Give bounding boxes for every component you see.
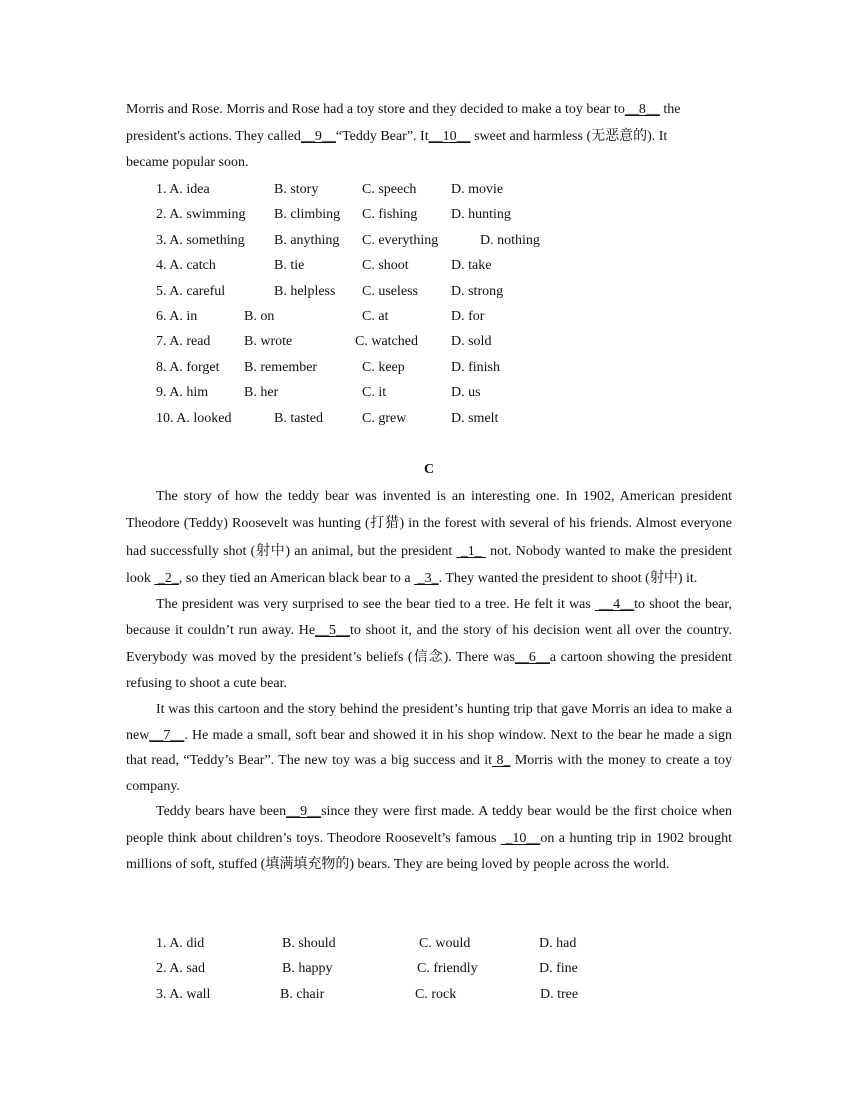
question-row [156, 253, 736, 278]
question-row [156, 202, 736, 227]
option-d: D. sold [451, 334, 492, 350]
passage-b-tail [126, 97, 732, 177]
blank: __4__ [594, 597, 635, 613]
passage-line [126, 124, 732, 151]
option-d: D. strong [451, 283, 504, 299]
question-row [156, 406, 736, 431]
option-d: D. smelt [451, 410, 499, 426]
option-b: B. on [244, 308, 275, 324]
option-c: C. useless [362, 283, 418, 299]
blank: __9__ [300, 128, 336, 144]
paragraph-4 [126, 799, 732, 878]
option-c: C. keep [362, 359, 405, 375]
passage-text: a cartoon showing the president refusing to shoot a cute bear. [126, 649, 732, 692]
option-a: 2. A. swimming [156, 207, 246, 223]
question-row [156, 279, 736, 304]
option-c: C. everything [362, 232, 439, 248]
passage-text: sweet and harmless (无恶意的). It [470, 128, 668, 144]
question-list-c [156, 931, 736, 1007]
option-a: 2. A. sad [156, 961, 205, 977]
option-a: 3. A. wall [156, 986, 211, 1002]
option-c: C. rock [415, 986, 457, 1002]
option-a: 4. A. catch [156, 258, 216, 274]
option-b: B. tasted [274, 410, 323, 426]
option-a: 5. A. careful [156, 283, 226, 299]
option-c: C. watched [355, 334, 418, 350]
option-c: C. it [362, 385, 387, 401]
question-row [156, 355, 736, 380]
passage-text: , so they tied an American black bear to a [178, 570, 415, 586]
blank: __10__ [428, 128, 471, 144]
option-d: D. take [451, 258, 492, 274]
option-a: 1. A. idea [156, 182, 210, 197]
option-c: C. fishing [362, 207, 418, 223]
blank: __8__ [624, 102, 660, 117]
passage-line [126, 97, 732, 124]
blank: __9__ [286, 804, 322, 820]
passage-text: to shoot it, and the story of his decision went all over the country. Everybody was moved by the president’s beliefs (信念). There was [126, 623, 732, 665]
question-row [156, 931, 736, 956]
option-c: C. speech [362, 182, 417, 197]
option-a: 7. A. read [156, 334, 211, 350]
section-title: C [423, 462, 435, 477]
option-d: D. fine [539, 961, 578, 977]
question-row [156, 956, 736, 981]
passage-text: “Teddy Bear”. It [335, 128, 429, 144]
blank: __7__ [149, 727, 185, 743]
passage-text: Morris and Rose. Morris and Rose had a toy store and they decided to make a toy bear to [126, 102, 625, 117]
option-d: D. tree [540, 986, 579, 1002]
option-b: B. tie [274, 258, 305, 274]
passage-text: The president was very surprised to see the bear tied to a tree. He felt it was [156, 597, 595, 613]
question-list-b [156, 177, 736, 431]
option-c: C. friendly [417, 961, 478, 977]
paragraph-1 [126, 483, 732, 592]
passage-text: Teddy bears have been [156, 804, 287, 820]
paragraph-2 [126, 592, 732, 697]
option-d: D. movie [451, 182, 504, 197]
question-row [156, 982, 736, 1007]
passage-text: Morris with the money to create a toy company. [126, 753, 733, 794]
blank: _10__ [500, 830, 541, 846]
blank: _2_ [154, 570, 179, 586]
option-b: B. anything [274, 232, 340, 248]
passage-text: . He made a small, soft bear and showed it in his shop window. Next to the bear he made a sign that read, “Teddy’s Bear”. The new toy was a big success and it [126, 727, 732, 769]
blank: 8_ [492, 753, 511, 769]
option-a: 8. A. forget [156, 359, 220, 375]
option-a: 1. A. did [156, 936, 205, 951]
passage-text: to shoot the bear, because it couldn’t run away. He [126, 597, 733, 639]
blank: _3_ [414, 570, 439, 586]
option-d: D. for [451, 308, 485, 324]
question-row [156, 304, 736, 329]
option-a: 9. A. him [156, 385, 209, 401]
passage-text: not. Nobody wanted to make the president look [126, 543, 732, 586]
passage-text: The story of how the teddy bear was invented is an interesting one. In 1902, American president Theodore (Teddy) Roosevelt was hunting (打猎) in the forest with several of his friends. Almost everyone had successfully shot (射中) an animal, but the president [126, 489, 732, 559]
option-b: B. should [282, 936, 336, 951]
option-b: B. chair [280, 986, 325, 1002]
option-d: D. finish [451, 359, 500, 375]
option-b: B. remember [244, 359, 318, 375]
option-b: B. helpless [274, 283, 336, 299]
option-b: B. happy [282, 961, 333, 977]
passage-text: the [659, 102, 681, 117]
passage-text: on a hunting trip in 1902 brought millions of soft, stuffed (填满填充物的) bears. They are being loved by people across the world. [126, 830, 732, 872]
question-row [156, 228, 736, 253]
option-a: 6. A. in [156, 308, 198, 324]
option-d: D. nothing [480, 232, 540, 248]
option-d: D. us [451, 385, 481, 401]
question-row [156, 380, 736, 405]
question-row [156, 329, 736, 354]
option-b: B. her [244, 385, 279, 401]
passage-line: became popular soon. [126, 155, 249, 170]
question-row [156, 177, 736, 202]
blank: _1_ [456, 543, 486, 559]
option-c: C. shoot [362, 258, 409, 274]
passage-text: . They wanted the president to shoot (射中) it. [438, 570, 698, 586]
option-a: 3. A. something [156, 232, 245, 248]
option-b: B. story [274, 182, 319, 197]
passage-text: since they were first made. A teddy bear would be the first choice when people think about children’s toys. Theodore Roosevelt’s famous [126, 804, 733, 846]
option-a: 10. A. looked [156, 410, 232, 426]
option-c: C. would [419, 936, 471, 951]
option-d: D. hunting [451, 207, 511, 223]
option-c: C. grew [362, 410, 407, 426]
passage-text: It was this cartoon and the story behind the president’s hunting trip that gave Morris an idea to make a new [126, 702, 732, 743]
option-c: C. at [362, 308, 389, 324]
paragraph-3 [126, 697, 732, 799]
passage-text: president's actions. They called [126, 128, 301, 144]
option-d: D. had [539, 936, 577, 951]
section-c [126, 457, 732, 878]
option-b: B. climbing [274, 207, 341, 223]
blank: __6__ [514, 649, 550, 665]
option-b: B. wrote [244, 334, 293, 350]
blank: __5__ [315, 623, 351, 639]
